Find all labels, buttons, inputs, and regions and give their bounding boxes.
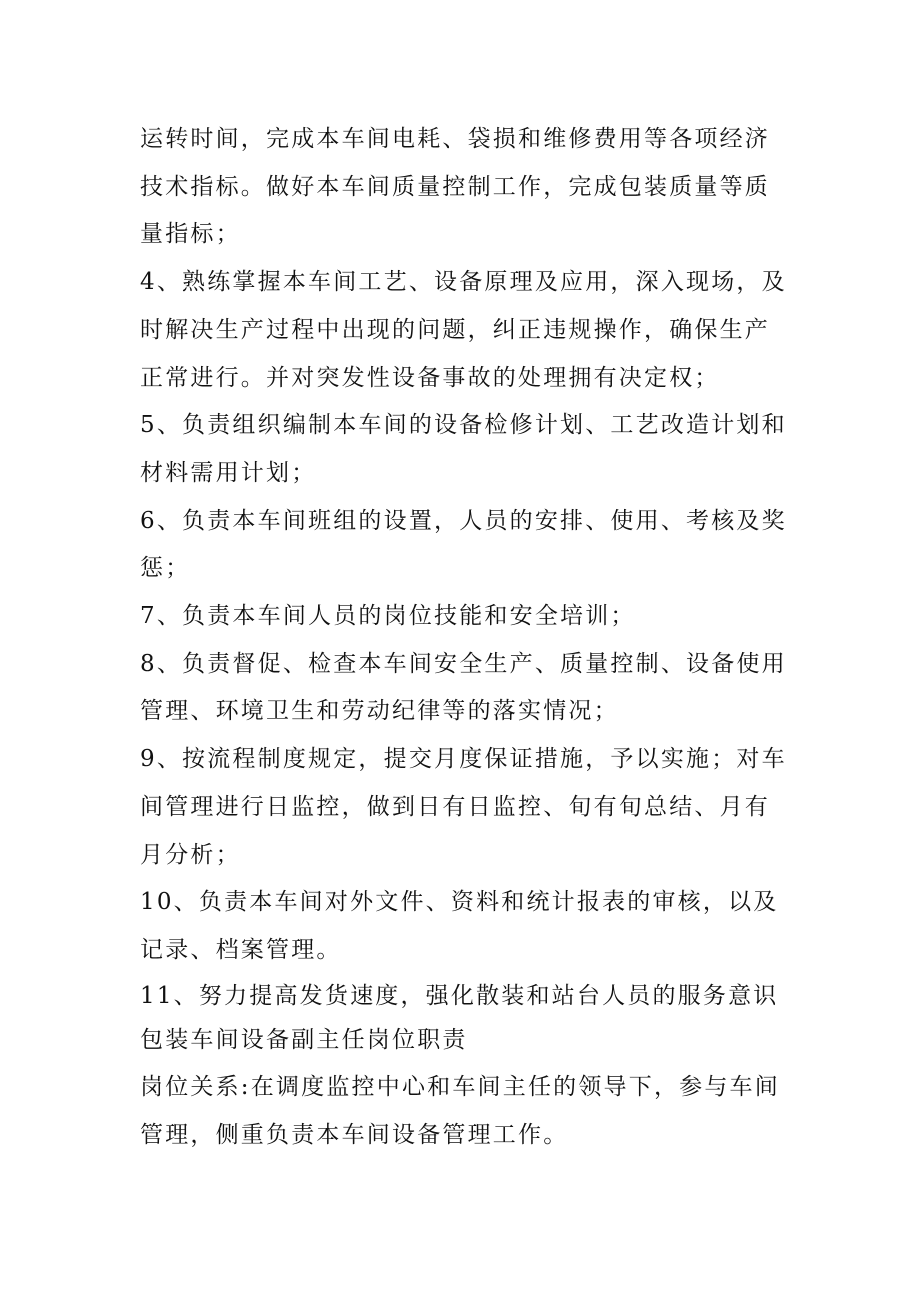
paragraph-item-10: 10、负责本车间对外文件、资料和统计报表的审核，以及记录、档案管理。	[140, 889, 779, 963]
paragraph-item-5: 5、负责组织编制本车间的设备检修计划、工艺改造计划和材料需用计划；	[140, 412, 787, 486]
paragraph-position-relation: 岗位关系:在调度监控中心和车间主任的领导下，参与车间管理，侧重负责本车间设备管理工作。	[140, 1074, 780, 1149]
document-body	[140, 116, 790, 1160]
paragraph-item-9: 9、按流程制度规定，提交月度保证措施，予以实施；对车间管理进行日监控，做到日有日监控、旬有旬总结、月有月分析；	[140, 746, 787, 868]
paragraph-item-4: 4、熟练掌握本车间工艺、设备原理及应用，深入现场，及时解决生产过程中出现的问题，纠正违规操作，确保生产正常进行。并对突发性设备事故的处理拥有决定权；	[140, 269, 787, 391]
section-heading: 包装车间设备副主任岗位职责	[140, 1026, 468, 1053]
paragraph-item-11: 11、努力提高发货速度，强化散装和站台人员的服务意识	[140, 982, 779, 1009]
paragraph-item-6: 6、负责本车间班组的设置，人员的安排、使用、考核及奖惩；	[140, 507, 787, 582]
paragraph-item-7: 7、负责本车间人员的岗位技能和安全培训；	[140, 603, 636, 630]
paragraph-item-8: 8、负责督促、检查本车间安全生产、质量控制、设备使用管理、环境卫生和劳动纪律等的落实情况；	[140, 650, 787, 725]
paragraph-continuation: 运转时间，完成本车间电耗、袋损和维修费用等各项经济技术指标。做好本车间质量控制工作，完成包装质量等质量指标；	[140, 126, 770, 248]
